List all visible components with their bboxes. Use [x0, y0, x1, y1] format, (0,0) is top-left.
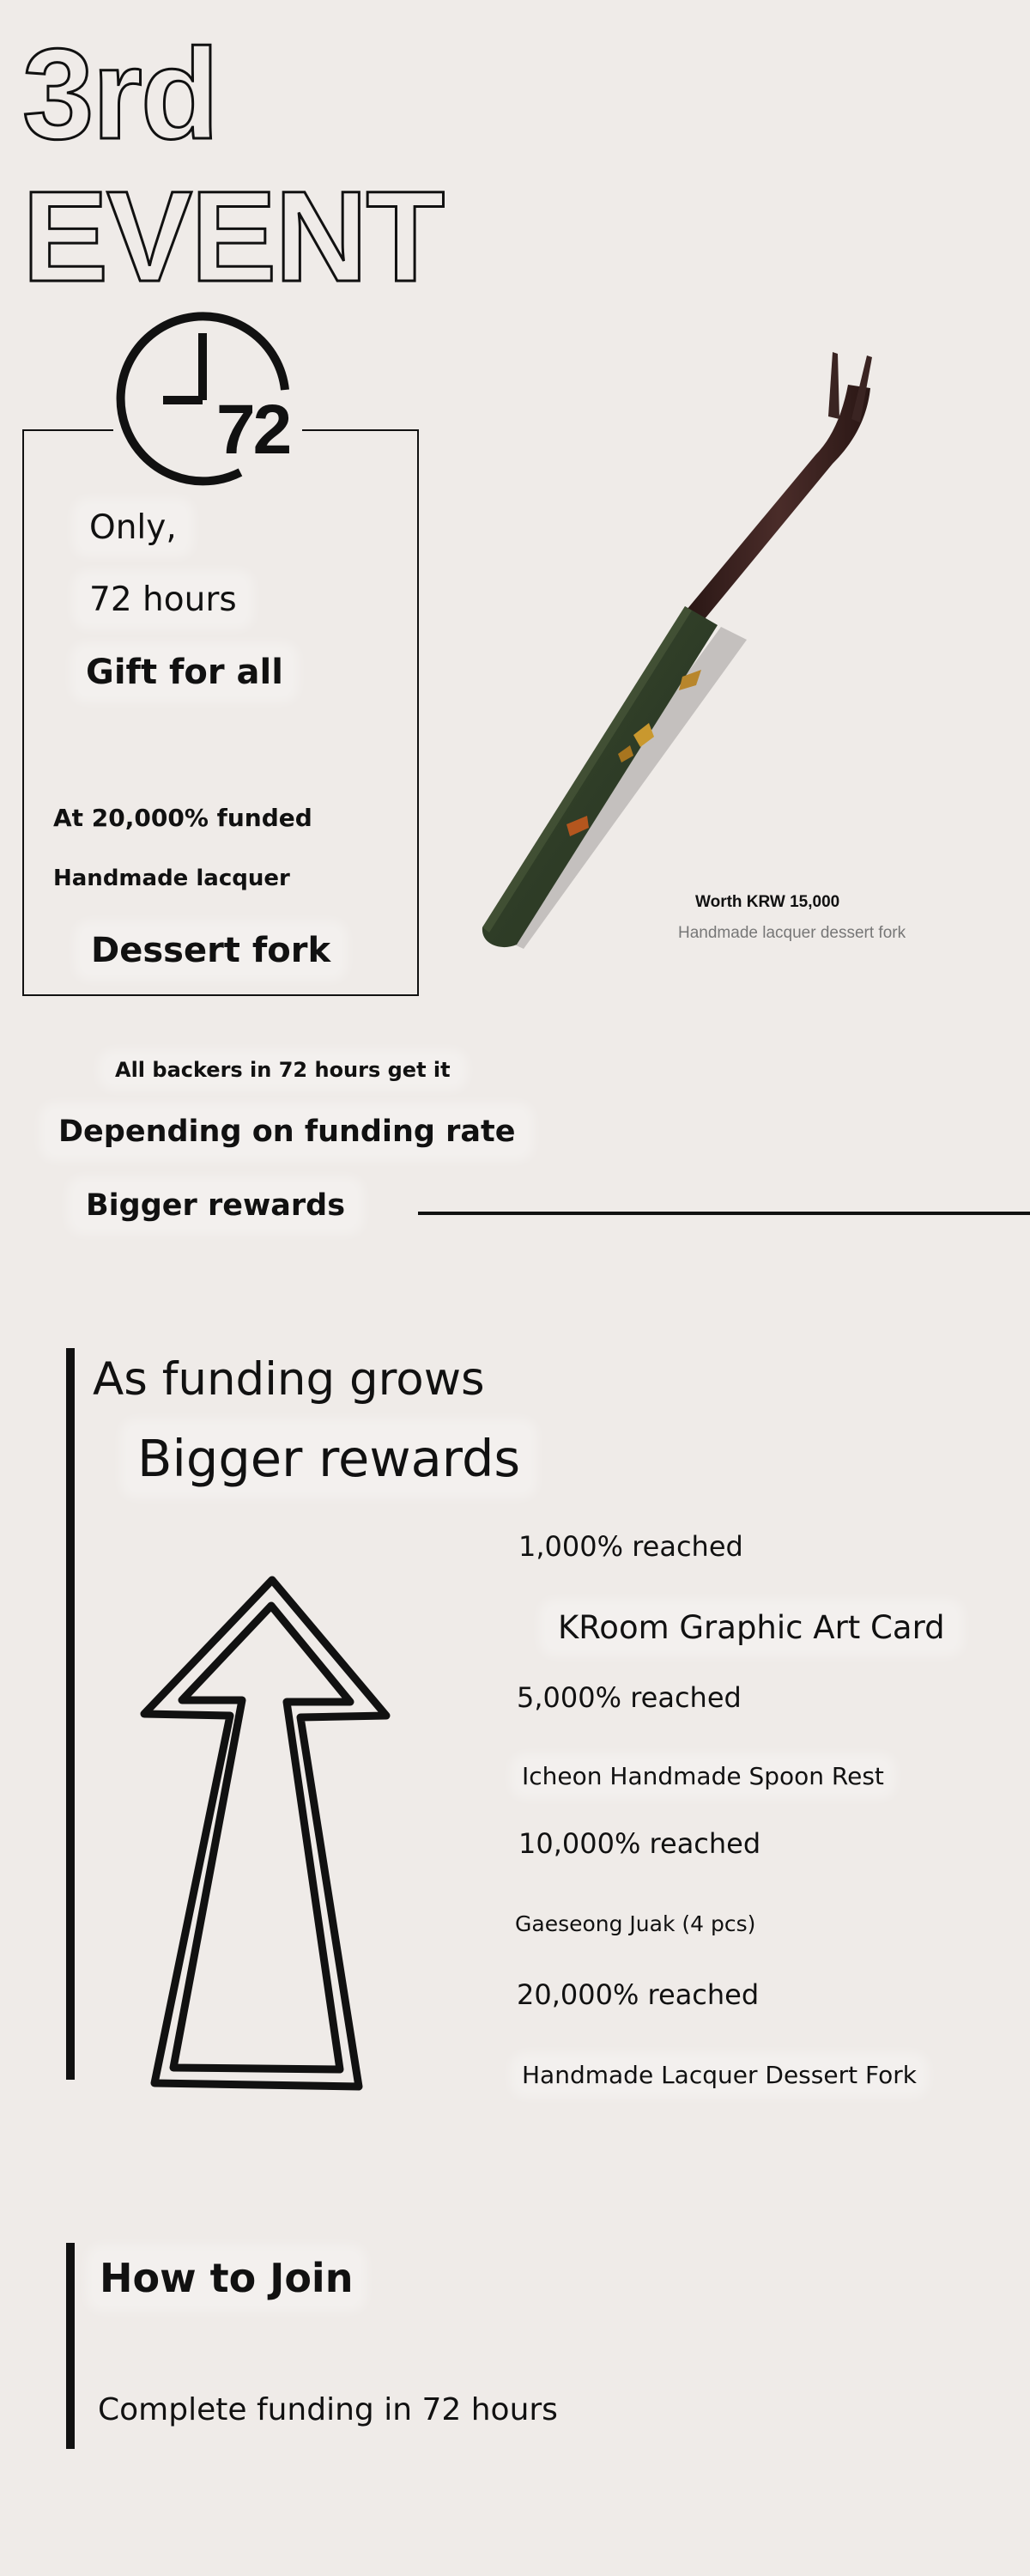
join-step-text: Complete funding in 72 hours [98, 2392, 558, 2427]
card-gift-text: Gift for all [77, 649, 292, 696]
tier-1-level: 1,000% reached [518, 1530, 743, 1563]
tier-2-level: 5,000% reached [517, 1681, 742, 1714]
tiers-heading: As funding grows [93, 1353, 485, 1406]
tier-3-reward: Gaeseong Juak (4 pcs) [515, 1911, 756, 1936]
tiers-subheading: Bigger rewards [127, 1425, 530, 1492]
join-heading: How to Join [93, 2251, 360, 2305]
lacquer-fork-graphic [464, 343, 961, 979]
tier-1-reward: KRoom Graphic Art Card [546, 1606, 957, 1649]
promo-divider [418, 1212, 1030, 1215]
tiers-vertical-bar [66, 1348, 75, 2080]
clock-number: 72 [216, 391, 290, 469]
card-handmade-text: Handmade lacquer [53, 866, 290, 891]
up-arrow-graphic [137, 1571, 395, 2095]
tier-4-level: 20,000% reached [517, 1978, 760, 2011]
product-price-caption: Worth KRW 15,000 [695, 893, 840, 911]
join-vertical-bar [66, 2243, 75, 2449]
product-name-caption: Handmade lacquer dessert fork [678, 924, 906, 942]
card-hours-text: 72 hours [79, 577, 247, 623]
card-only-text: Only, [79, 505, 187, 550]
lacquer-fork-image [464, 343, 961, 979]
tier-2-reward: Icheon Handmade Spoon Rest [517, 1760, 889, 1792]
tier-3-level: 10,000% reached [518, 1827, 761, 1860]
promo-backers-text: All backers in 72 hours get it [105, 1056, 461, 1084]
card-dessert-text: Dessert fork [81, 927, 341, 974]
tier-4-reward: Handmade Lacquer Dessert Fork [517, 2059, 922, 2091]
up-arrow-icon [137, 1571, 395, 2095]
promo-depending-text: Depending on funding rate [46, 1109, 527, 1154]
card-funded-text: At 20,000% funded [53, 804, 312, 832]
promo-bigger-text: Bigger rewards [74, 1183, 357, 1228]
hero-title-line1: 3rd [22, 21, 218, 166]
clock-72-icon [113, 311, 302, 491]
hero-title-line2: EVENT [22, 164, 444, 308]
